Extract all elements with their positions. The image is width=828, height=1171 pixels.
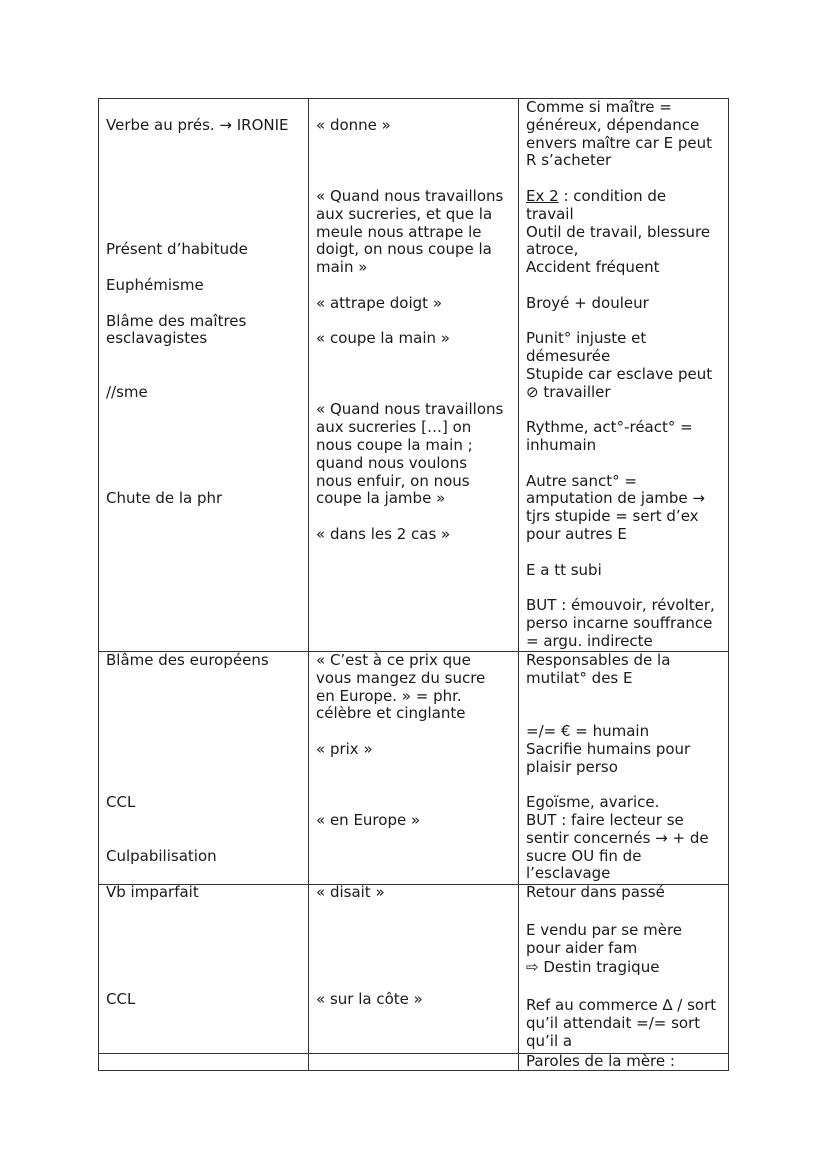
analysis-text: atroce,	[526, 240, 579, 258]
quote-text: nous coupe la main ;	[316, 436, 473, 454]
analysis-text: Outil de travail, blessure	[526, 223, 711, 241]
analysis-text: tjrs stupide = sert d’ex	[526, 507, 699, 525]
analysis-text: l’esclavage	[526, 864, 611, 882]
analysis-text: travail	[526, 205, 574, 223]
table-cell-text: Culpabilisation	[106, 847, 217, 865]
analysis-text: Retour dans passé	[526, 883, 665, 901]
table-cell-text: esclavagistes	[106, 329, 208, 347]
analysis-text: inhumain	[526, 436, 597, 454]
analysis-text: généreux, dépendance	[526, 116, 700, 134]
table-cell-text: Chute de la phr	[106, 489, 223, 507]
quote-text: vous mangez du sucre	[316, 669, 486, 687]
quote-text: « Quand nous travaillons	[316, 400, 504, 418]
analysis-text	[526, 188, 666, 206]
analysis-text: mutilat° des E	[526, 669, 633, 687]
analysis-text: Egoïsme, avarice.	[526, 793, 660, 811]
example-text: : condition de	[558, 187, 667, 205]
analysis-text: BUT : émouvoir, révolter,	[526, 596, 715, 614]
quote-text: quand nous voulons	[316, 454, 468, 472]
quote-text: « Quand nous travaillons	[316, 187, 504, 205]
analysis-text: Paroles de la mère :	[526, 1052, 675, 1070]
quote-text: « sur la côte »	[316, 990, 423, 1008]
quote-text: « coupe la main »	[316, 329, 450, 347]
analysis-text: envers maître car E peut	[526, 134, 713, 152]
analysis-text: BUT : faire lecteur se	[526, 811, 684, 829]
analysis-text: sentir concernés → + de	[526, 829, 709, 847]
quote-text: « prix »	[316, 740, 373, 758]
analysis-text: Accident fréquent	[526, 258, 660, 276]
quote-text: coupe la jambe »	[316, 489, 446, 507]
analysis-text: pour autres E	[526, 525, 627, 543]
analysis-text: Comme si maître =	[526, 98, 672, 116]
analysis-text: = argu. indirecte	[526, 632, 653, 650]
analysis-text: E a tt subi	[526, 561, 602, 579]
analysis-text: pour aider fam	[526, 939, 638, 957]
analysis-text: ⊘ travailler	[526, 383, 611, 401]
quote-text: célèbre et cinglante	[316, 704, 466, 722]
quote-text: main »	[316, 258, 368, 276]
analysis-text: Autre sanct° =	[526, 472, 637, 490]
table-cell-text: Vb imparfait	[106, 883, 199, 901]
column-divider	[308, 98, 309, 1071]
quote-text: nous enfuir, on nous	[316, 472, 470, 490]
analysis-text: Broyé + douleur	[526, 294, 649, 312]
analysis-text: démesurée	[526, 347, 611, 365]
analysis-text: R s’acheter	[526, 151, 612, 169]
analysis-text: Rythme, act°-réact° =	[526, 418, 693, 436]
analysis-text: qu’il attendait =/= sort	[526, 1014, 701, 1032]
table-cell-text: CCL	[106, 793, 136, 811]
table-border-left	[98, 98, 99, 1071]
table-border-right	[728, 98, 729, 1071]
table-cell-text: //sme	[106, 383, 148, 401]
analysis-text: amputation de jambe →	[526, 489, 705, 507]
quote-text: « dans les 2 cas »	[316, 525, 451, 543]
analysis-text: Sacrifie humains pour	[526, 740, 691, 758]
quote-text: en Europe. » = phr.	[316, 687, 462, 705]
analysis-text: ⇨ Destin tragique	[526, 958, 660, 976]
analysis-text: plaisir perso	[526, 758, 618, 776]
analysis-text: Punit° injuste et	[526, 329, 647, 347]
table-cell-text: Verbe au prés. → IRONIE	[106, 116, 289, 134]
analysis-text: perso incarne souffrance	[526, 614, 713, 632]
example-label: Ex 2	[526, 187, 559, 205]
analysis-text: Responsables de la	[526, 651, 671, 669]
table-cell-text: Blâme des maîtres	[106, 312, 247, 330]
analysis-text: Stupide car esclave peut	[526, 365, 713, 383]
table-cell-text: Euphémisme	[106, 276, 204, 294]
table-cell-text: CCL	[106, 990, 136, 1008]
quote-text: « disait »	[316, 883, 385, 901]
quote-text: doigt, on nous coupe la	[316, 240, 492, 258]
analysis-text: E vendu par se mère	[526, 921, 683, 939]
quote-text: « en Europe »	[316, 811, 421, 829]
table-cell-text: Blâme des européens	[106, 651, 269, 669]
quote-text: meule nous attrape le	[316, 223, 482, 241]
table-cell-text: Présent d’habitude	[106, 240, 248, 258]
notes-table	[98, 98, 729, 1071]
quote-text: aux sucreries, et que la	[316, 205, 493, 223]
quote-text: aux sucreries […] on	[316, 418, 472, 436]
quote-text: « donne »	[316, 116, 391, 134]
analysis-text: sucre OU fin de	[526, 847, 642, 865]
analysis-text: qu’il a	[526, 1032, 573, 1050]
column-divider	[518, 98, 519, 1071]
quote-text: « C’est à ce prix que	[316, 651, 471, 669]
analysis-text: Ref au commerce ∆ / sort	[526, 996, 717, 1014]
quote-text: « attrape doigt »	[316, 294, 442, 312]
analysis-text: =/= € = humain	[526, 722, 650, 740]
